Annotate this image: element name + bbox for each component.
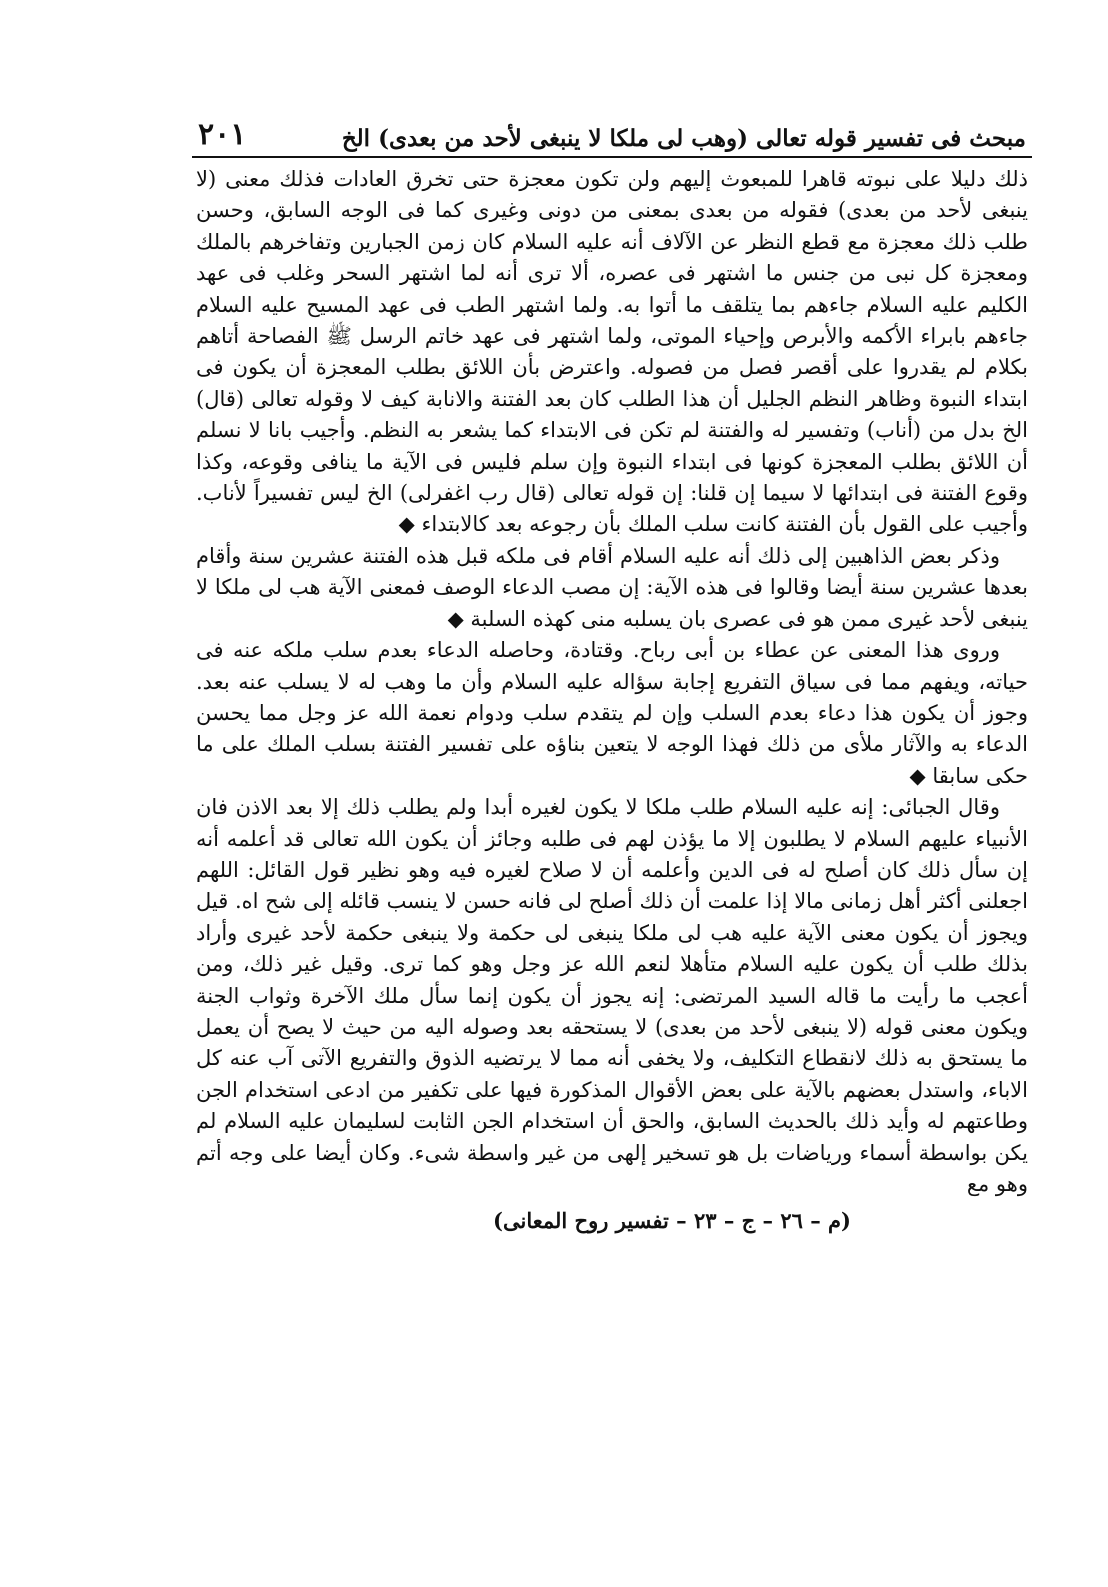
paragraph: وذكر بعض الذاهبين إلى ذلك أنه عليه السلام أقام فى ملكه قبل هذه الفتنة عشرين سنة وأقام بعدها عشرين سنة أيضا وقالوا فى هذه الآية: إن مصب الدعاء الوصف فمعنى الآية هب لى ملكا لا ينبغى لأحد غيرى ممن هو فى عصرى بان يسلبه منى كهذه السلبة ◆ — [196, 543, 1028, 631]
paragraph: وقال الجبائى: إنه عليه السلام طلب ملكا لا يكون لغيره أبدا ولم يطلب ذلك إلا بعد الاذن فان الأنبياء عليهم السلام لا يطلبون إلا ما يؤذن لهم فى طلبه وجائز أن يكون الله تعالى قد أعلمه أنه إن سأل ذلك كان أصلح له فى الدين وأعلمه أن لا صلاح لغيره فيه وهو نظير قول القائل: اللهم اجعلنى أكثر أهل زمانى مالا إذا علمت أن ذلك أصلح لى فانه حسن لا ينسب قائله إلى شح اه. قيل ويجوز أن يكون معنى الآية عليه هب لى ملكا ينبغى لى حكمة ولا ينبغى حكمة لأحد غيرى وأراد بذلك طلب أن يكون عليه السلام متأهلا لنعم الله عز وجل وهو كما ترى. وقيل غير ذلك، ومن أعجب ما رأيت ما قاله السيد المرتضى: إنه يجوز أن يكون إنما سأل ملك الآخرة وثواب الجنة ويكون معنى قوله (لا ينبغى لأحد من بعدى) لا يستحقه بعد وصوله اليه من حيث لا يصح أن يعمل ما يستحق به ذلك لانقطاع التكليف، ولا يخفى أنه مما لا يرتضيه الذوق والتفريع الآتى آب عنه كل الاباء، واستدل بعضهم بالآية على بعض الأقوال المذكورة فيها على تكفير من ادعى استخدام الجن وطاعتهم له وأيد ذلك بالحديث السابق، والحق أن استخدام الجن الثابت لسليمان عليه السلام لم يكن بواسطة أسماء ورياضات بل هو تسخير إلهى من غير واسطة شىء. وكان أيضا على وجه أتم وهو مع — [196, 795, 1028, 1196]
paragraph: وروى هذا المعنى عن عطاء بن أبى رباح. وقتادة، وحاصله الدعاء بعدم سلب ملكه عنه فى حياته، ويفهم مما فى سياق التفريع إجابة سؤاله عليه السلام وأن ما وهب له لا يسلب عنه بعد. وجوز أن يكون هذا دعاء بعدم السلب وإن لم يتقدم سلب ودوام نعمة الله عز وجل مما يحسن الدعاء به والآثار ملأى من ذلك فهذا الوجه لا يتعين بناؤه على تفسير الفتنة بسلب الملك على ما حكى سابقا ◆ — [196, 638, 1028, 788]
body-text — [192, 164, 1032, 1200]
running-header — [192, 112, 1032, 158]
paragraph: ذلك دليلا على نبوته قاهرا للمبعوث إليهم ولن تكون معجزة حتى تخرق العادات فذلك معنى (لا ينبغى لأحد من بعدى) فقوله من بعدى بمعنى من دونى وغيرى كما فى الوجه السابق، وحسن طلب ذلك معجزة مع قطع النظر عن الآلاف أنه عليه السلام كان زمن الجبارين وتفاخرهم بالملك ومعجزة كل نبى من جنس ما اشتهر فى عصره، ألا ترى أنه لما اشتهر السحر وغلب فى عهد الكليم عليه السلام جاءهم بما يتلقف ما أتوا به. ولما اشتهر الطب فى عهد المسيح عليه السلام جاءهم بابراء الأكمه والأبرص وإحياء الموتى، ولما اشتهر فى عهد خاتم الرسل ﷺ الفصاحة أتاهم بكلام لم يقدروا على أقصر فصل من فصوله. واعترض بأن اللائق بطلب المعجزة أن يكون فى ابتداء النبوة وظاهر النظم الجليل أن هذا الطلب كان بعد الفتنة والانابة كيف لا وقوله تعالى (قال) الخ بدل من (أناب) وتفسير له والفتنة لم تكن فى الابتداء كما يشعر به النظم. وأجيب بانا لا نسلم أن اللائق بطلب المعجزة كونها فى ابتداء النبوة وإن سلم فليس فى الآية ما ينافى وقوعه، وكذا وقوع الفتنة فى ابتدائها لا سيما إن قلنا: إن قوله تعالى (قال رب اغفرلى) الخ ليس تفسيراً لأناب. وأجيب على القول بأن الفتنة كانت سلب الملك بأن رجوعه بعد كالابتداء ◆ — [196, 167, 1028, 537]
page-number: ٢٠١ — [198, 117, 247, 152]
signature-footer: (م – ٢٦ – ج – ٢٣ – تفسير روح المعانى) — [493, 1208, 851, 1234]
header-title: مبحث فى تفسير قوله تعالى (وهب لى ملكا لا ينبغى لأحد من بعدى) الخ — [341, 125, 1026, 152]
document-page — [192, 112, 1032, 1472]
